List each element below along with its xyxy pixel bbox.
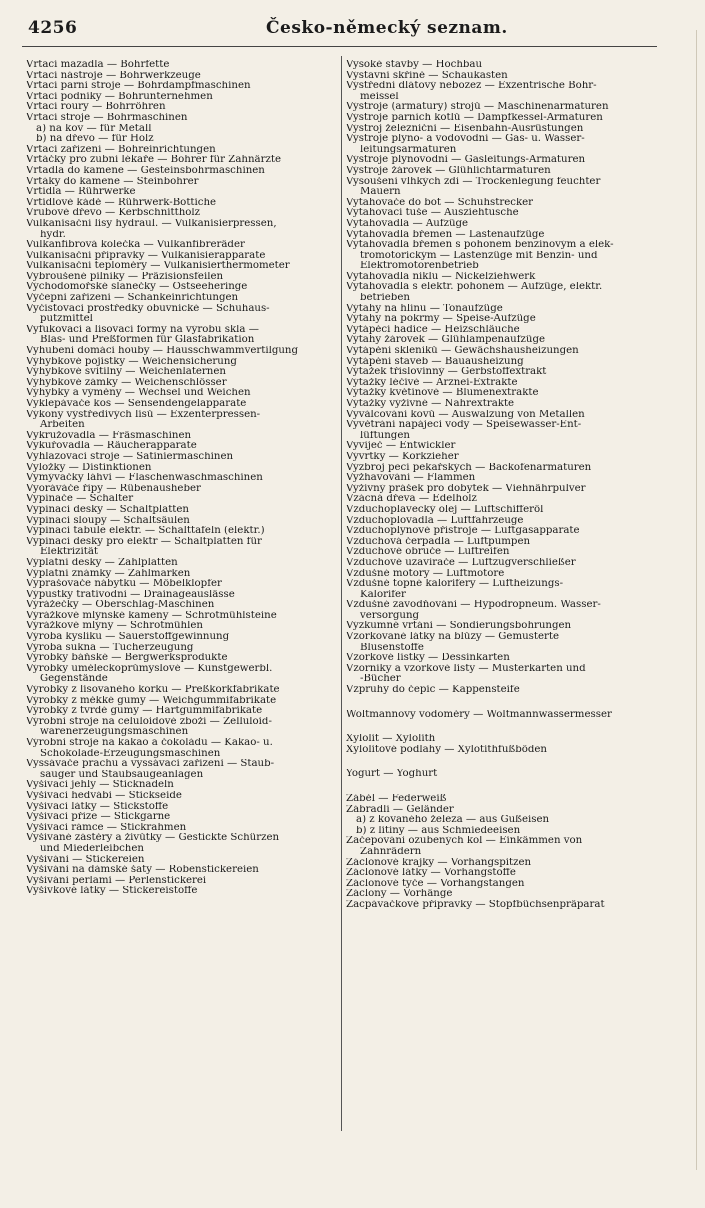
entry: Vyklepávače kos — Sensendengelapparate <box>26 399 247 409</box>
entry: Výrobky z lisovaného korku — Preßkorkfabrikate <box>26 685 280 696</box>
entry: Vulkanisační přípravky — Vulkanisierapparate <box>26 250 266 261</box>
entry: Vzácná dřeva — Edelholz <box>346 494 477 505</box>
entry: Vypínací sloupy — Schaltsäulen <box>26 515 190 526</box>
entry: Výtažky léčivé — Arznei-Extrakte <box>346 377 518 388</box>
entry: Výrobky z tvrdé gumy — Hartgummifabrikate <box>26 706 263 717</box>
entry-continuation: Mauern <box>360 187 401 198</box>
entry: Vyšívací látky — Stickstoffe <box>26 801 169 812</box>
entry: Vrtací nástroje — Bohrwerkzeuge <box>26 70 201 81</box>
entry: Vrubové dřevo — Kerbschnittholz <box>26 208 201 219</box>
section-gap <box>346 780 658 794</box>
entry: Výstroje žárovek — Glühlichtarmaturen <box>346 165 551 176</box>
entry: Vytahovadla břemen — Lastenaufzüge <box>346 229 545 240</box>
entry: Výplatní desky — Zahlplatten <box>26 557 178 568</box>
entry-continuation: versorgung <box>360 610 420 621</box>
entry-continuation: tromotorickým — Lastenzüge mit Benzin- und <box>360 250 598 261</box>
entry: Vyhubení domácí houby — Hausschwammvertilgung <box>26 346 299 357</box>
entry: Vrtáčky pro zubní lékaře — Bohrer für Zahnärzte <box>26 155 281 166</box>
entry: Vzdušné topné kalorifery — Luftheizungs- <box>346 579 564 590</box>
entry: Vývrtky — Korkzieher <box>346 451 459 462</box>
entry: Výstroje (armatury) strojů — Maschinenarmaturen <box>346 102 609 113</box>
entry: Výrobní stroje na celuloidové zboží — Zelluloid- <box>26 716 272 727</box>
entry: Vyšívané zástěry a živůtky — Gestickte Schürzen <box>26 833 280 844</box>
entry: Výrobky z měkké gumy — Weichgummifabrikate <box>26 695 277 706</box>
entry: Vyválcování kovů — Auswalzung von Metallen <box>346 409 585 420</box>
entry-continuation: a) z kovaného železa — aus Gußeisen <box>356 815 550 826</box>
entry: Výstroje plynovodní — Gasleitungs-Armaturen <box>346 155 586 166</box>
entry: Vrtací stroje — Bohrmaschinen <box>26 112 188 123</box>
entry: Výzkumné vrtání — Sondierungsbohrungen <box>346 621 572 632</box>
entry: Výtahy na pokrmy — Speise-Aufzüge <box>346 314 536 325</box>
entry: Vytápění staveb — Bauausheizung <box>346 356 524 367</box>
entry: Vzduchové obruče — Luftreifen <box>346 547 510 558</box>
entry: Výhybkové svítilny — Weichenlaternen <box>26 367 226 378</box>
entry: Vyprašovače nábytku — Möbelklopfer <box>26 579 222 590</box>
entry: Vzorkované látky na blůzy — Gemusterte <box>346 632 560 643</box>
entry: Vzduchoplavecký olej — Luftschifferöl <box>346 504 544 515</box>
entry: Vzduchoplynové přístroje — Luftgasapparate <box>346 526 580 537</box>
entry: Záclony — Vorhänge <box>346 889 453 900</box>
entry-continuation: betrieben <box>360 293 410 304</box>
entry: Výkony výstředivých lisů — Exzenterpressen- <box>26 409 261 420</box>
entry-continuation: leitungsarmaturen <box>360 144 457 155</box>
column-divider <box>341 56 342 1131</box>
entry: Výplatní známky — Zahlmarken <box>26 568 191 579</box>
entry: Výtahy žárovek — Glühlampenaufzüge <box>346 335 545 346</box>
entry-continuation: Elektrizität <box>40 547 99 558</box>
entry: Vulkanfibrová kolečka — Vulkanfibreräder <box>26 240 245 251</box>
entry: Vytápění skleníků — Gewächshausheizungen <box>346 346 579 357</box>
entry: Vzduchoplovadla — Luftfahrzeuge <box>346 515 524 526</box>
entry-continuation: sauger und Staubsaugeanlagen <box>40 769 204 780</box>
page-title: Česko-německý seznam. <box>266 18 508 38</box>
entry-continuation: lüftungen <box>360 430 410 441</box>
page-header <box>22 14 662 44</box>
entry: Vypínací desky pro elektr — Schaltplatten für <box>26 536 262 547</box>
entry: Vyšívací hedvábí — Stickseide <box>26 790 182 801</box>
entry: Výčepní zařízení — Schankeinrichtungen <box>26 293 239 304</box>
entry: Vzduchová čerpadla — Luftpumpen <box>346 536 531 547</box>
entry: Xylolitové podlahy — Xylotithfußböden <box>346 744 547 755</box>
entry: Vyšívací příze — Stickgarne <box>26 812 171 823</box>
entry-continuation: Arbeiten <box>40 420 85 431</box>
entry: Výtažky květinové — Blumenextrakte <box>346 388 539 399</box>
entry: Vrtací parní stroje — Bohrdampfmaschinen <box>26 81 251 92</box>
page-edge <box>696 30 697 1170</box>
entry: Vykružovadla — Fräsmaschinen <box>26 430 192 441</box>
entry: Výpustky trativodní — Drainageauslässe <box>26 589 235 600</box>
entry: Záclonové látky — Vorhangstoffe <box>346 868 516 879</box>
entry: Výstroje plyno- a vodovodní — Gas- u. Wasser- <box>346 134 585 145</box>
entry: Vytahovadla — Aufzüge <box>346 218 469 229</box>
entry: Vyvíječ — Entwickler <box>346 441 456 452</box>
entry: Vzorníky a vzorkové listy — Musterkarten und <box>346 663 586 674</box>
entry: Vykuřovadla — Räucherapparate <box>26 441 197 452</box>
entry: Vyložky — Distinktionen <box>26 462 152 473</box>
entry-continuation: meissel <box>360 91 399 102</box>
entry: Výrobní stroje na kakao a čokoládu — Kakao- u. <box>26 738 273 748</box>
entry-continuation: putzmittel <box>40 314 93 325</box>
entry: Vzduchové uzavírače — Luftzugverschließer <box>346 557 576 568</box>
entry: Vyšívání — Stickereien <box>26 854 145 865</box>
entry: Záclonové tyče — Vorhangstangen <box>346 878 525 889</box>
entry: Zacpávačkové přípravky — Stopfbüchsenpräparat <box>346 899 605 910</box>
header-rule <box>22 46 657 47</box>
entry: Vzpruhy do čepic — Kappensteife <box>346 685 520 696</box>
entry: Vyssávače prachu a vyssávací zařízení — Staub- <box>26 759 275 770</box>
entry: Vyšívání na dámské šaty — Robenstickereien <box>26 865 259 876</box>
page-number: 4256 <box>28 18 78 38</box>
entry: Vyoráváče řípy — Rübenausheber <box>26 483 201 494</box>
entry: Výrážkové mlýny — Schrotmühlen <box>26 621 203 632</box>
entry: Záclonové krajky — Vorhangspitzen <box>346 857 532 868</box>
entry: Výhybky a výměny — Wechsel und Weichen <box>26 388 251 399</box>
entry: Východomořské slanečky — Ostseeheringe <box>26 282 248 293</box>
entry: Výživný prášek pro dobytek — Viehnährpulver <box>346 483 586 494</box>
entry: Vrtací mazadla — Bohrfette <box>26 60 170 70</box>
entry: Vzdušné motory — Luftmotore <box>346 568 505 579</box>
entry: Výrážečky — Oberschlag-Maschinen <box>26 600 215 611</box>
entry: Výstroje parních kotlů — Dampfkessel-Armaturen <box>346 112 603 123</box>
entry: Začepování ozubených kol — Einkämmen von <box>346 836 583 847</box>
section-gap <box>346 755 658 769</box>
entry: Výtahy na hlínu — Tonaufzüge <box>346 303 503 314</box>
entry: Vytahovadla niklu — Nickelziehwerk <box>346 271 536 282</box>
entry: Vyšívkové látky — Stickereistoffe <box>26 886 198 897</box>
entry-continuation: warenerzeugungsmaschinen <box>40 727 189 738</box>
entry: Výstroj železniční — Eisenbahn-Ausrüstungen <box>346 123 584 134</box>
entry: Vyvětrání napájecí vody — Speisewasser-Ent- <box>346 420 582 431</box>
entry: Zábradlí — Geländer <box>346 804 454 815</box>
entry: Vrtidlové kádě — Rührwerk-Bottiche <box>26 197 217 208</box>
section-gap <box>346 696 658 710</box>
entry-continuation: b) na dřevo — für Holz <box>36 134 154 145</box>
entry: Vrtidla — Rührwerke <box>26 187 136 198</box>
entry: Výhybkové zámky — Weichenschlösser <box>26 377 227 388</box>
entry: Woltmannovy vodoměry — Woltmannwassermesser <box>346 709 612 720</box>
entry: Vzdušné zavodňování — Hypodropneum. Wasser- <box>346 600 601 611</box>
entry: Vytahovadla s elektr. pohonem — Aufzüge, elektr. <box>346 282 603 293</box>
entry: Vrtací podniky — Bohrunternehmen <box>26 91 213 102</box>
entry: Vyšívací rámce — Stickrahmen <box>26 822 187 833</box>
entry: Vyfukovací a lisovací formy na výrobu skla — <box>26 324 259 335</box>
entry: Vymývačky láhví — Flaschenwaschmaschinen <box>26 473 263 484</box>
entry: Vrtací roury — Bohrröhren <box>26 102 166 113</box>
entry: Yogurt — Yoghurt <box>346 769 438 780</box>
entry: Výstřední dlátový nebozez — Exzentrische Bohr- <box>346 81 597 92</box>
entry: Výrobky báňské — Bergwerksprodukte <box>26 653 228 664</box>
entry-continuation: Kalorifer <box>360 589 406 600</box>
entry: Vytápěcí hadice — Heizschläuche <box>346 324 520 335</box>
entry: Výtažky výživné — Nahrextrakte <box>346 399 515 409</box>
entry-continuation: hydr. <box>40 229 66 240</box>
entry: Výtažek tříslovinný — Gerbstoffextrakt <box>346 367 547 378</box>
entry: Záběl — Federweiß <box>346 794 447 804</box>
entry: Výroba sukna — Tucherzeugung <box>26 642 194 653</box>
entry: Výzbroj pecí pekařských — Backofenarmaturen <box>346 462 592 473</box>
left-column <box>26 60 338 897</box>
section-gap <box>346 720 658 734</box>
entry: Vytahovací tuše — Ausziehtusche <box>346 208 519 219</box>
entry: Vytahovače do bot — Schuhstrecker <box>346 197 534 208</box>
entry: Vybroušené pilníky — Präzisionsfeilen <box>26 271 224 282</box>
entry: Vrtáky do kamene — Steinbohrer <box>26 176 199 187</box>
entry-continuation: Schokolade-Erzeugungsmaschinen <box>40 748 221 759</box>
entry: Xylolit — Xylolith <box>346 734 436 745</box>
entry: Výstavní skříně — Schaukasten <box>346 70 508 81</box>
right-column <box>346 60 658 911</box>
entry: Vysoké stavby — Hochbau <box>346 60 483 70</box>
entry: Vyšívací jehly — Sticknadeln <box>26 780 174 791</box>
entry: Vypínací tabule elektr. — Schalttafeln (elektr.) <box>26 526 265 537</box>
entry: Vzorkové lístky — Dessinkarten <box>346 653 510 664</box>
entry: Výhybkové pojistky — Weichensicherung <box>26 356 237 367</box>
entry-continuation: Gegenstände <box>40 674 108 685</box>
entry: Vypínače — Schalter <box>26 494 134 505</box>
entry: Vytahovadla břemen s pohonem benzinovým a elek- <box>346 240 614 251</box>
entry: Vrtací zařízení — Bohreinrichtungen <box>26 144 216 155</box>
entry-continuation: b) z litiny — aus Schmiedeeisen <box>356 825 521 836</box>
entry: Vyžhavování — Flammen <box>346 473 476 484</box>
entry: Vyhlazovací stroje — Satiniermaschinen <box>26 451 234 462</box>
entry: Vulkanisační teploměry — Vulkanisierthermometer <box>26 261 290 272</box>
entry: Vrtadla do kamene — Gesteinsbohrmaschinen <box>26 165 265 176</box>
entry: Výrobky uměleckoprůmyslové — Kunstgewerbl. <box>26 663 273 674</box>
entry-continuation: Zahnrädern <box>360 846 422 857</box>
entry-continuation: Elektromotorenbetrieb <box>360 261 479 272</box>
entry-continuation: -Bücher <box>360 674 401 685</box>
entry-continuation: a) na kov — für Metall <box>36 123 152 134</box>
entry: Vysoušení vlhkých zdí — Trockenlegung feuchter <box>346 176 601 187</box>
entry: Vyčisťovací prostředky obuvnické — Schuhaus- <box>26 303 270 314</box>
entry: Vulkanisační lisy hydraul. — Vulkanisierpressen, <box>26 218 277 229</box>
entry: Výroba kyslíku — Sauerstoffgewinnung <box>26 632 230 643</box>
entry-continuation: Blusenstoffe <box>360 642 424 653</box>
entry: Vypínací desky — Schaltplatten <box>26 504 189 515</box>
entry-continuation: Blas- und Preßformen für Glasfabrikation <box>40 335 255 346</box>
entry: Výrážkové mlýnské kameny — Schrotmühlsteine <box>26 610 277 621</box>
entry-continuation: und Miederleibchen <box>40 843 144 854</box>
entry: Vyšívání perlami — Perlenstickerei <box>26 875 207 886</box>
